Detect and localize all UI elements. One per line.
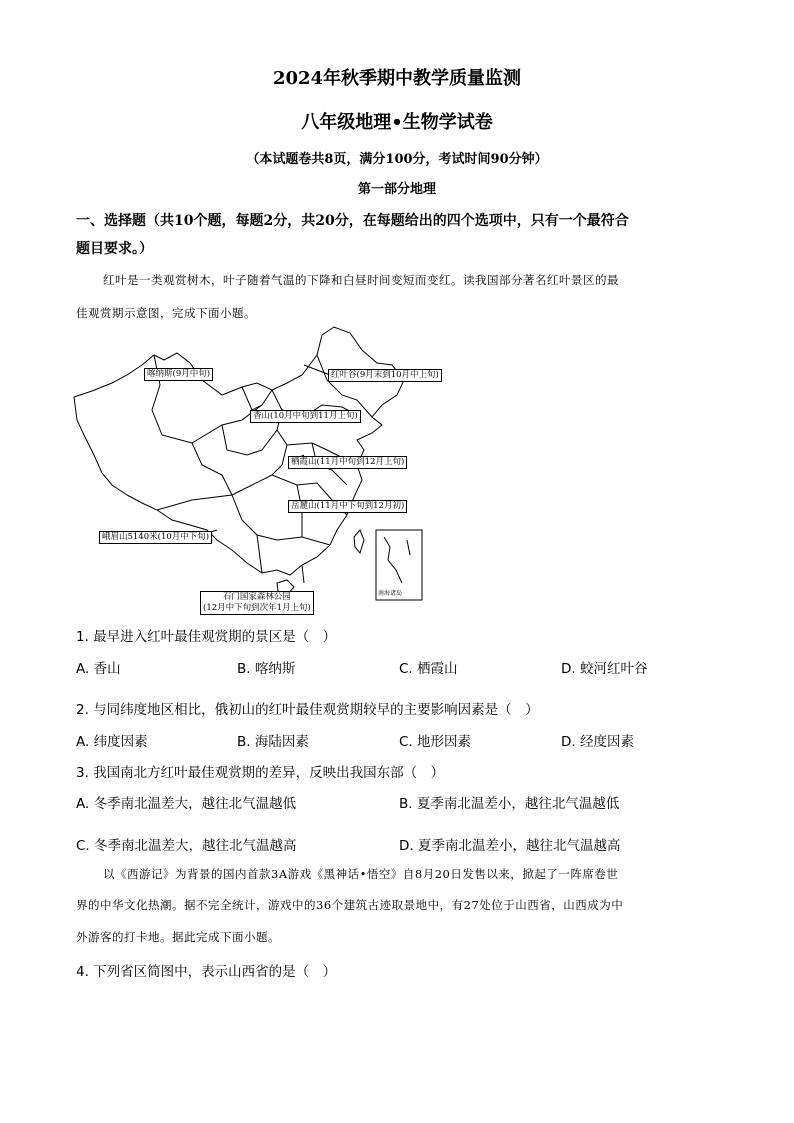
passage2-line1: 以《西游记》为背景的国内首款3A游戏《黑神话•悟空》自8月20日发售以来，掀起了一阵席卷世 — [103, 867, 619, 881]
question-3-option-b[interactable]: B. 夏季南北温差小，越往北气温越低 — [399, 796, 620, 812]
question-2-option-a[interactable]: A. 纬度因素 — [76, 734, 148, 750]
passage2-line3: 外游客的打卡地。据此完成下面小题。 — [76, 930, 280, 944]
question-1-option-d[interactable]: D. 蛟河红叶谷 — [561, 661, 648, 677]
label-hongyegu: 红叶谷(9月末到10月中上旬) — [328, 369, 442, 382]
page-title: 2024年秋季期中教学质量监测 — [272, 68, 522, 89]
question-2-stem: 2. 与同纬度地区相比，俄初山的红叶最佳观赏期较早的主要影响因素是（ ） — [76, 702, 539, 718]
question-3-option-c[interactable]: C. 冬季南北温差大，越往北气温越高 — [76, 838, 297, 854]
question-1-option-b[interactable]: B. 喀纳斯 — [237, 661, 296, 677]
question-4-stem: 4. 下列省区简图中，表示山西省的是（ ） — [76, 964, 337, 980]
question-3-option-d[interactable]: D. 夏季南北温差小，越往北气温越高 — [399, 838, 621, 854]
label-shimen — [200, 591, 314, 615]
question-2-option-b[interactable]: B. 海陆因素 — [237, 734, 309, 750]
label-qixiashan: 栖霞山(11月中旬到12月上旬) — [288, 456, 407, 469]
passage1-line1: 红叶是一类观赏树木，叶子随着气温的下降和白昼时间变短而变红。读我国部分著名红叶景区的最 — [103, 273, 619, 287]
question-3-stem: 3. 我国南北方红叶最佳观赏期的差异，反映出我国东部（ ） — [76, 765, 445, 781]
question-2-option-d[interactable]: D. 经度因素 — [561, 734, 634, 750]
label-yuelushan: 岳麓山(11月中下旬到12月初) — [288, 500, 407, 513]
label-nanhai: 南海诸岛 — [378, 590, 403, 597]
part-heading: 第一部分地理 — [357, 182, 436, 197]
exam-note: （本试题卷共8页，满分100分，考试时间90分钟） — [246, 152, 548, 167]
label-xiangshan: 香山(10月中旬到11月上旬) — [250, 410, 361, 423]
label-kanas: 喀纳斯(9月中旬) — [144, 368, 213, 381]
section-heading-line1: 一、选择题（共10个题，每题2分，共20分，在每题给出的四个选项中，只有一个最符合 — [76, 213, 629, 229]
label-shimen-line1: 石门国家森林公园 — [222, 592, 291, 602]
section-heading-line2: 题目要求。） — [76, 241, 153, 257]
china-red-leaf-map — [72, 325, 439, 620]
label-emeishan: 峨眉山5140米(10月中下旬) — [99, 531, 212, 544]
question-1-option-a[interactable]: A. 香山 — [76, 661, 121, 677]
passage2-line2: 界的中华文化热潮。据不完全统计，游戏中的36个建筑古迹取景地中，有27处位于山西省，山西成为中 — [76, 898, 624, 912]
question-3-option-a[interactable]: A. 冬季南北温差大，越往北气温越低 — [76, 796, 297, 812]
question-1-option-c[interactable]: C. 栖霞山 — [399, 661, 458, 677]
label-shimen-line2: (12月中下旬到次年1月上旬) — [203, 603, 311, 613]
question-2-option-c[interactable]: C. 地形因素 — [399, 734, 472, 750]
page-subtitle: 八年级地理•生物学试卷 — [301, 112, 493, 133]
passage1-line2: 佳观赏期示意图，完成下面小题。 — [76, 306, 256, 320]
question-1-stem: 1. 最早进入红叶最佳观赏期的景区是（ ） — [76, 629, 337, 645]
